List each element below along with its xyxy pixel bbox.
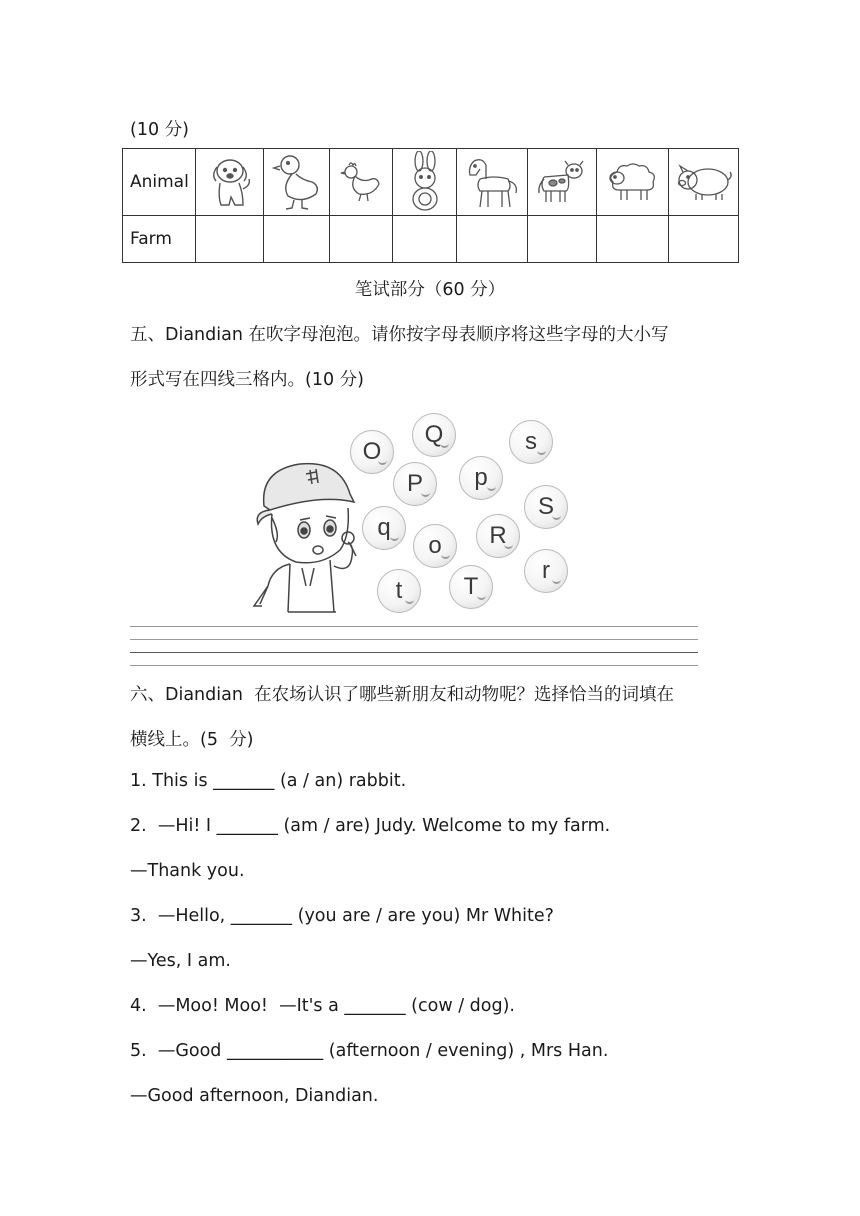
farm-answer-cell[interactable] <box>528 216 597 263</box>
question-2: 2. —Hi! I _______ (am / are) Judy. Welcome to my farm. <box>130 816 611 836</box>
letter-bubble: q <box>362 506 406 550</box>
cow-icon <box>536 159 588 205</box>
bubble-shine <box>441 551 450 559</box>
question-1: 1. This is _______ (a / an) rabbit. <box>130 771 407 791</box>
bubble-shine <box>477 592 486 600</box>
horse-cell <box>457 149 528 216</box>
farm-answer-cell[interactable] <box>597 216 669 263</box>
letter-bubble: S <box>524 485 568 529</box>
hen-cell <box>330 149 393 216</box>
letter-bubble: P <box>393 462 437 506</box>
writing-line-upper <box>130 639 698 640</box>
letter-bubble: O <box>350 430 394 474</box>
farm-answer-cell[interactable] <box>330 216 393 263</box>
animal-row-label: Animal <box>123 149 196 216</box>
boy-blowing-bubbles-illustration <box>250 456 370 614</box>
duck-cell <box>264 149 330 216</box>
section5-instruction-line1: 五、Diandian 在吹字母泡泡。请你按字母表顺序将这些字母的大小写 <box>130 325 669 345</box>
letter-bubble: R <box>476 514 520 558</box>
bubble-shine <box>537 447 546 455</box>
rabbit-cell <box>393 149 457 216</box>
farm-answer-cell[interactable] <box>457 216 528 263</box>
question-4: 4. —Moo! Moo! —It's a _______ (cow / dog). <box>130 996 515 1016</box>
hen-icon <box>339 160 383 204</box>
writing-line-base <box>130 652 698 653</box>
bubble-shine <box>440 440 449 448</box>
cow-cell <box>528 149 597 216</box>
letter-bubble: T <box>449 565 493 609</box>
bubble-shine <box>552 512 561 520</box>
writing-line-top <box>130 626 698 627</box>
bubble-shine <box>421 489 430 497</box>
rabbit-icon <box>405 151 445 213</box>
farm-row-label: Farm <box>123 216 196 263</box>
section6-instruction-line1: 六、Diandian 在农场认识了哪些新朋友和动物呢？选择恰当的词填在 <box>130 685 675 705</box>
duck-icon <box>272 152 322 212</box>
letter-bubble: t <box>377 569 421 613</box>
letter-bubble: o <box>413 524 457 568</box>
farm-answer-cell[interactable] <box>264 216 330 263</box>
letter-bubble: r <box>524 549 568 593</box>
letter-bubble: s <box>509 420 553 464</box>
question-2-answer: —Thank you. <box>130 861 245 881</box>
horse-icon <box>464 153 520 211</box>
bubble-shine <box>378 457 387 465</box>
bubble-shine <box>487 483 496 491</box>
section5-instruction-line2: 形式写在四线三格内。(10 分) <box>130 370 364 390</box>
question-3-answer: —Yes, I am. <box>130 951 231 971</box>
written-part-heading: 笔试部分（60 分） <box>354 280 506 300</box>
question-5: 5. —Good ___________ (afternoon / evening) , Mrs Han. <box>130 1041 609 1061</box>
writing-line-bottom <box>130 665 698 666</box>
sheep-icon <box>603 162 663 202</box>
bubble-shine <box>552 576 561 584</box>
bubble-shine <box>390 533 399 541</box>
farm-answer-cell[interactable] <box>393 216 457 263</box>
bubble-shine <box>504 541 513 549</box>
pig-icon <box>674 162 734 202</box>
section-points: (10 分) <box>130 120 189 140</box>
sheep-cell <box>597 149 669 216</box>
question-5-answer: —Good afternoon, Diandian. <box>130 1086 379 1106</box>
farm-answer-cell[interactable] <box>196 216 264 263</box>
section6-instruction-line2: 横线上。(5 分) <box>130 730 254 750</box>
dog-icon <box>205 153 255 211</box>
pig-cell <box>669 149 739 216</box>
dog-cell <box>196 149 264 216</box>
question-3: 3. —Hello, _______ (you are / are you) Mr White? <box>130 906 554 926</box>
letter-bubble: Q <box>412 413 456 457</box>
animal-farm-table <box>122 148 739 263</box>
letter-bubble: p <box>459 456 503 500</box>
bubble-shine <box>405 596 414 604</box>
farm-answer-cell[interactable] <box>669 216 739 263</box>
